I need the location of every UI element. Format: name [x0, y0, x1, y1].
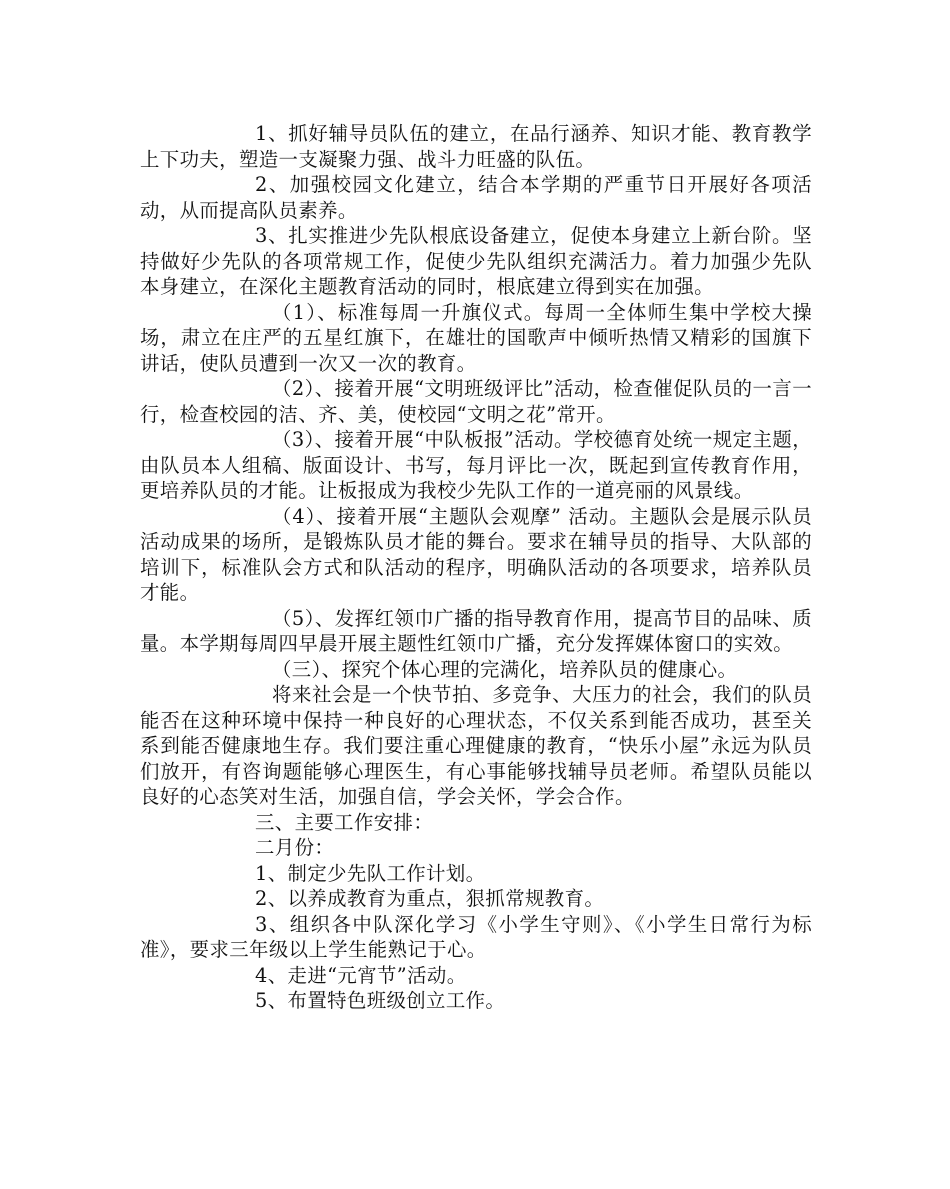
- paragraph-5: （2）、接着开展“文明班级评比”活动，检查催促队员的一言一行，检查校园的洁、齐、美，使校园“文明之花”常开。: [140, 377, 812, 426]
- paragraph-7: （4）、接着开展“主题队会观摩” 活动。主题队会是展示队员活动成果的场所，是锻炼队员才能的舞台。要求在辅导员的指导、大队部的培训下，标准队会方式和队活动的程序，明确队活动的各项要求，培养队员才能。: [140, 504, 812, 604]
- plan-item-3: 3、组织各中队深化学习《小学生守则》、《小学生日常行为标准》，要求三年级以上学生能熟记于心。: [140, 912, 812, 961]
- paragraph-3: 3、扎实推进少先队根底设备建立，促使本身建立上新台阶。坚持做好少先队的各项常规工作，促使少先队组织充满活力。着力加强少先队本身建立，在深化主题教育活动的同时，根底建立得到实在加强。: [140, 224, 812, 298]
- paragraph-1: 1、抓好辅导员队伍的建立，在品行涵养、知识才能、教育教学上下功夫，塑造一支凝聚力强、战斗力旺盛的队伍。: [140, 122, 812, 171]
- document-body: [140, 121, 812, 1014]
- plan-item-1: 1、制定少先队工作计划。: [255, 861, 486, 885]
- paragraph-8: （5）、发挥红领巾广播的指导教育作用，提高节目的品味、质量。本学期每周四早晨开展主题性红领巾广播，充分发挥媒体窗口的实效。: [140, 606, 812, 655]
- plan-item-5: 5、布置特色班级创立工作。: [255, 989, 506, 1012]
- section-heading-work-plan: 三、主要工作安排：: [255, 810, 434, 834]
- paragraph-6: （3）、接着开展“中队板报”活动。学校德育处统一规定主题，由队员本人组稿、版面设计、书写，每月评比一次，既起到宣传教育作用，更培养队员的才能。让板报成为我校少先队工作的一道亮丽的风景线。: [140, 428, 812, 502]
- section-heading-3: （三）、探究个体心理的完满化，培养队员的健康心。: [272, 657, 738, 681]
- month-heading: 二月份：: [255, 836, 335, 859]
- plan-item-2: 2、以养成教育为重点，狠抓常规教育。: [255, 887, 605, 910]
- paragraph-10: 将来社会是一个快节拍、多竞争、大压力的社会，我们的队员能否在这种环境中保持一种良好的心理状态，不仅关系到能否成功，甚至关系到能否健康地生存。我们要注重心理健康的教育，“快乐小屋”永远为队员们放开，有咨询题能够心理医生，有心事能够找辅导员老师。希望队员能以良好的心态笑对生活，加强自信，学会关怀，学会合作。: [140, 683, 812, 808]
- paragraph-4: （1）、标准每周一升旗仪式。每周一全体师生集中学校大操场，肃立在庄严的五星红旗下，在雄壮的国歌声中倾听热情又精彩的国旗下讲话，使队员遭到一次又一次的教育。: [140, 300, 812, 375]
- paragraph-2: 2、加强校园文化建立，结合本学期的严重节日开展好各项活动，从而提高队员素养。: [140, 173, 812, 222]
- plan-item-4: 4、走进“元宵节”活动。: [255, 963, 467, 987]
